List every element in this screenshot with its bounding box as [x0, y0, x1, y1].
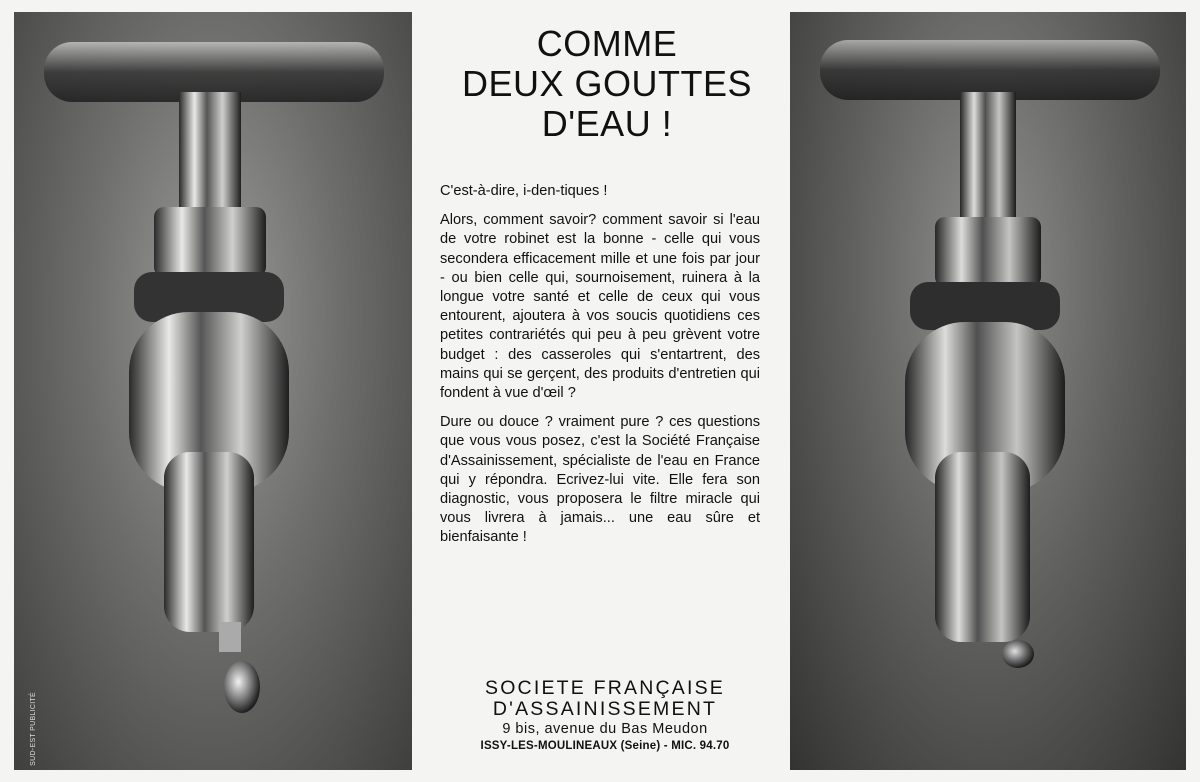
faucet-photo-right — [790, 12, 1186, 770]
faucet-right-illustration — [790, 12, 1186, 770]
company-name-line-1: SOCIETE FRANÇAISE — [484, 677, 726, 699]
headline-line-2: DEUX GOUTTES — [461, 63, 753, 104]
paragraph-1: Alors, comment savoir? comment savoir si l'eau de votre robinet est la bonne - celle qui vous secondera efficacement mille et une fois par jour - ou bien celle qui, sournoisement, ruinera à la longue votre santé et celle de ceux qui vous entourent, ajoutera à vos soucis quotidiens ces petites contrariétés qui peu à peu grèvent votre budget : des casseroles qui s'entartrent, des mains qui se gerçent, des produits d'entretien qui fondent à vue d'œil ? — [440, 212, 760, 402]
company-block — [440, 678, 770, 754]
intro-text: C'est-à-dire, i-den-tiques ! — [440, 183, 608, 199]
company-address: 9 bis, avenue du Bas Meudon — [502, 721, 708, 737]
faucet-photo-left — [14, 12, 412, 770]
photo-credit: SUD-EST PUBLICITÉ — [30, 692, 37, 766]
ad-text-column — [412, 0, 790, 782]
company-name-line-2: D'ASSAINISSEMENT — [492, 698, 718, 720]
body-copy — [440, 182, 760, 558]
paragraph-2: Dure ou douce ? vraiment pure ? ces questions que vous vous posez, c'est la Société Française d'Assainissement, spécialiste de l'eau en France qui y répondra. Ecrivez-lui vite. Elle fera son diagnostic, vous proposera le filtre miracle qui vous livrera à jamais... une eau sûre et bienfaisante ! — [440, 414, 760, 546]
headline — [442, 24, 772, 144]
headline-line-1: COMME — [536, 23, 678, 64]
faucet-left-illustration — [14, 12, 412, 770]
headline-line-3: D'EAU ! — [541, 103, 673, 144]
company-city-phone: ISSY-LES-MOULINEAUX (Seine) - MIC. 94.70 — [480, 740, 730, 752]
